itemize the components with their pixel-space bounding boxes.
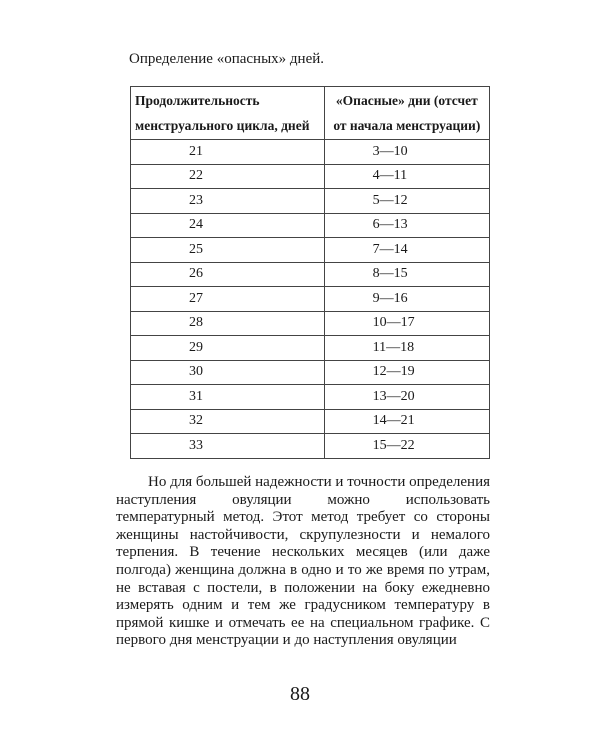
- cell-cycle-length: 21: [131, 140, 325, 165]
- table-header-row: [131, 87, 490, 140]
- cell-dangerous-days: 3—10: [324, 140, 489, 165]
- table-row: [131, 213, 490, 238]
- cell-dangerous-days: 5—12: [324, 189, 489, 214]
- table-caption: Определение «опасных» дней.: [129, 51, 325, 67]
- cell-dangerous-days: 8—15: [324, 262, 489, 287]
- cell-dangerous-days: 15—22: [324, 434, 489, 459]
- cell-cycle-length: 29: [131, 336, 325, 361]
- cell-cycle-length: 27: [131, 287, 325, 312]
- cell-dangerous-days: 14—21: [324, 409, 489, 434]
- cell-dangerous-days: 12—19: [324, 360, 489, 385]
- header-dangerous-days-line2: от начала менструации): [333, 118, 481, 133]
- cell-cycle-length: 26: [131, 262, 325, 287]
- table-row: [131, 409, 490, 434]
- table-row: [131, 238, 490, 263]
- table-row: [131, 262, 490, 287]
- cell-cycle-length: 22: [131, 164, 325, 189]
- dangerous-days-table: [130, 86, 490, 459]
- page-number: 88: [290, 683, 310, 705]
- body-text: [116, 474, 490, 650]
- cell-cycle-length: 30: [131, 360, 325, 385]
- header-dangerous-days-line1: «Опасные» дни (отсчет: [335, 93, 478, 108]
- header-cycle-length-line1: Продолжительность: [135, 93, 260, 108]
- cell-dangerous-days: 7—14: [324, 238, 489, 263]
- header-cycle-length: [131, 87, 325, 140]
- table-row: [131, 287, 490, 312]
- table-row: [131, 434, 490, 459]
- cell-dangerous-days: 6—13: [324, 213, 489, 238]
- cell-dangerous-days: 10—17: [324, 311, 489, 336]
- table-row: [131, 189, 490, 214]
- table-row: [131, 336, 490, 361]
- paragraph: Но для большей надежности и точности определения наступления овуляции можно использовать температурный метод. Этот метод требует со стороны женщины настойчивости, скрупулезности и немалого терпения. В течение нескольких месяцев (или даже полгода) женщина должна в одно и то же время по утрам, не вставая с постели, в положении на боку ежедневно измерять одним и тем же градусником температуру в прямой кишке и отмечать ее на специальном графике. С первого дня менструации и до наступления овуляции: [116, 474, 490, 649]
- table-row: [131, 164, 490, 189]
- cell-dangerous-days: 4—11: [324, 164, 489, 189]
- table-row: [131, 385, 490, 410]
- cell-cycle-length: 25: [131, 238, 325, 263]
- cell-dangerous-days: 13—20: [324, 385, 489, 410]
- cell-dangerous-days: 9—16: [324, 287, 489, 312]
- cell-cycle-length: 23: [131, 189, 325, 214]
- cell-cycle-length: 33: [131, 434, 325, 459]
- cell-cycle-length: 31: [131, 385, 325, 410]
- table-row: [131, 140, 490, 165]
- header-cycle-length-line2: менструального цикла, дней: [135, 118, 310, 133]
- cell-dangerous-days: 11—18: [324, 336, 489, 361]
- cell-cycle-length: 24: [131, 213, 325, 238]
- table-row: [131, 311, 490, 336]
- table-row: [131, 360, 490, 385]
- header-dangerous-days: [324, 87, 489, 140]
- cell-cycle-length: 28: [131, 311, 325, 336]
- cell-cycle-length: 32: [131, 409, 325, 434]
